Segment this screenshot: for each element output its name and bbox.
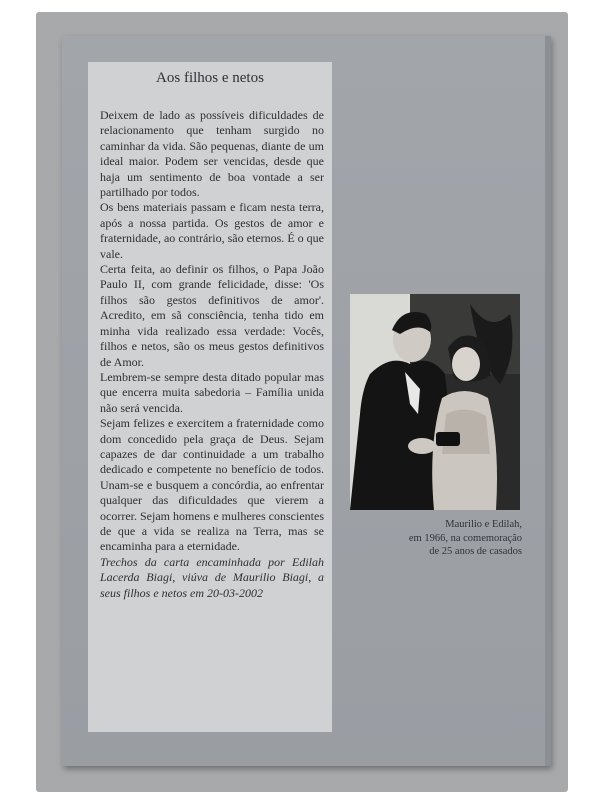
letter-paragraph: Certa feita, ao definir os filhos, o Papa João Paulo II, com grande felicidade, disse: 'Os filhos são gestos definitivos de amor'. Acredito, em sã consciência, tenha tido em minha vida realizado essa verdade: Vocês, filhos e netos, são os meus gestos definitivos de Amor. xyxy=(100,262,324,369)
couple-photo xyxy=(350,294,520,510)
letter-paragraph: Deixem de lado as possíveis dificuldades de relacionamento que tenham surgido no caminhar da vida. São pequenas, diante de um ideal maior. Podem ser vencidas, desde que haja um sentimento de boa vontade a ser partilhado por todos. xyxy=(100,108,324,200)
book-spine-edge xyxy=(545,36,551,766)
letter-paragraph: Sejam felizes e exercitem a fraternidade como dom concedido pela graça de Deus. Sejam capazes de dar continuidade a um trabalho dedicado e competente no benefício de todos. Unam-se e busquem a concórdia, ao enfrentar qualquer das dificuldades que vierem a ocorrer. Sejam homens e mulheres conscientes de que a vida se realiza na Terra, mas se encaminha para a eternidade. xyxy=(100,416,324,554)
caption-line: em 1966, na comemoração xyxy=(408,532,522,544)
caption-line: de 25 anos de casados xyxy=(429,546,522,557)
caption-line: Maurilio e Edilah, xyxy=(445,519,522,530)
letter-paragraph: Lembrem-se sempre desta ditado popular mas que encerra muita sabedoria – Família unida não será vencida. xyxy=(100,369,324,415)
letter-text xyxy=(100,108,324,601)
couple-photo-image xyxy=(350,294,520,510)
letter-paragraph: Os bens materiais passam e ficam nesta terra, após a nossa partida. Os gestos de amor e fraternidade, ao contrário, são eternos. É o que vale. xyxy=(100,200,324,261)
panel-title: Aos filhos e netos xyxy=(156,70,264,86)
photo-caption xyxy=(340,518,522,559)
letter-credit: Trechos da carta encaminhada por Edilah Lacerda Biagi, viúva de Maurilio Biagi, a seus filhos e netos em 20-03-2002 xyxy=(100,554,324,600)
text-panel xyxy=(88,62,332,732)
